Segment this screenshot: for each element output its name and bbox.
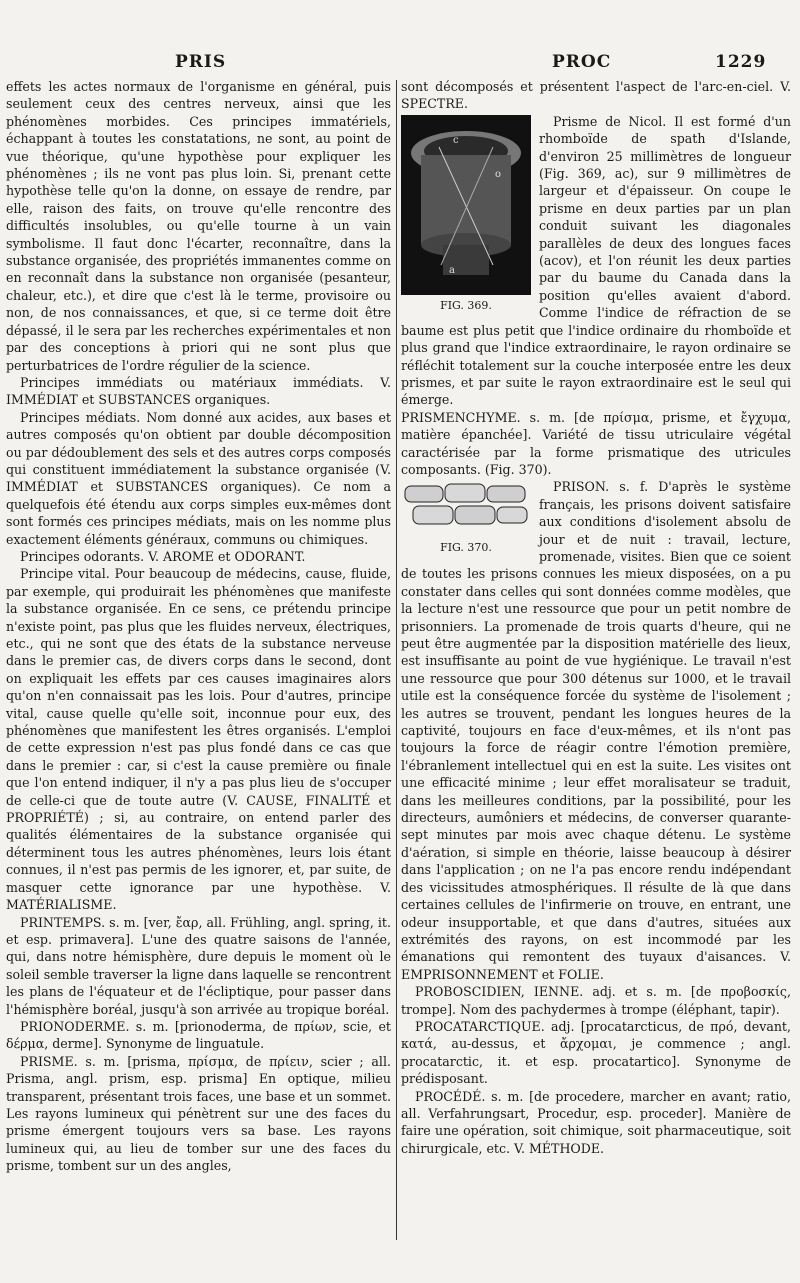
running-head-left: PRIS (175, 52, 227, 72)
figure-caption: FIG. 370. (440, 540, 492, 554)
paragraph: effets les actes normaux de l'organisme en général, puis seulement ceux des centres nerveux, ainsi que les phénomènes morbides. Ces principes immatériels, échappant à toutes les constatations, ne sont, au point de vue théorique, qu'une hypothèse pour expliquer les phénomènes ; ils ne vont pas plus loin. Si, prenant cette hypothèse telle qu'on la donne, on essaye de rendre, par elle, raison des faits, on trouve qu'elle rencontre des difficultés insolubles, ou qu'elle tourne à un vain symbolisme. Il faut donc l'écarter, reconnaître, dans la substance organisée, des propriétés immanentes comme on en reconnaît dans la substance non organisée (pesanteur, chaleur, etc.), et dire que c'est là le terme, provisoire ou non, de nos connaissances, et que, si ce terme doit être dépassé, il le sera par les recherches expérimentales et non par des conceptions à priori qui ne sont plus que perturbatrices de l'ordre régulier de la science. (6, 79, 391, 373)
prismatic-tissue-illustration (401, 480, 531, 532)
entry-prison: PRISON. s. f. D'après le système français, les prisons doivent satisfaire aux conditions d'isolement absolu de jour et de nuit : travail, lecture, promenade, visites. Bien que ce soient de toutes les prisons connues les mieux disposées, on a pu constater dans celles qui sont données comme modèles, que la lecture n'est une ressource que pour un petit nombre de prisonniers. La promenade de trois quarts d'heure, qui ne peut être augmentée par la disposition matérielle des lieux, est insuffisante au point de vue hygiénique. Le travail n'est une ressource que pour 300 détenus sur 1000, et le travail utile est la conséquence forcée du système de l'isolement ; les autres se trouvent, pendant les longues heures de la captivité, toujours en face d'eux-mêmes, et ils n'ont pas toujours la force de réagir contre l'émotion première, l'ébranlement intellectuel qui en est la suite. Les visites ont une efficacité minime ; leur effet moralisateur se traduit, dans les meilleures conditions, par la possibilité, pour les directeurs, aumôniers et médecins, de converser quarante-sept minutes par mois avec chaque détenu. Le système d'aération, si simple en théorie, laisse beaucoup à désirer dans l'application ; on ne l'a pas encore rendu indépendant des vicissitudes atmosphériques. Il résulte de là que dans certaines cellules de l'infirmerie on trouve, en entrant, une odeur insupportable, et que dans d'autres, situées aux extrémités des rayons, on est incommodé par les émanations qui remontent des tuyaux d'aisances. V. EMPRISONNEMENT et FOLIE. (401, 479, 791, 982)
entry-prionoderme: PRIONODERME. s. m. [prionoderma, de πρίων, scie, et δέρμα, derme]. Synonyme de linguatule. (6, 1018, 391, 1052)
entry-principe-vital: Principe vital. Pour beaucoup de médecins, cause, fluide, par exemple, qui produirait les phénomènes que manifeste la substance organisée. En ce sens, ce prétendu principe n'existe point, pas plus que les fluides nerveux, électriques, etc., qui ne sont que des états de la substance nerveuse dans le premier cas, de divers corps dans le second, dont on expliquait les effets par ces causes imaginaires alors qu'on n'en connaissait pas les lois. Pour d'autres, principe vital, cause quelle qu'elle soit, inconnue pour eux, des phénomènes que manifestent les êtres organisés. L'emploi de cette expression n'est pas plus fondé dans ce cas que dans le premier : car, si c'est la cause première ou finale que l'on entend indiquer, il n'y a pas plus lieu de s'occuper de celle-ci que de toute autre (V. CAUSE, FINALITÉ et PROPRIÉTÉ) ; si, au contraire, on entend parler des qualités élémentaires de la substance organisée qui déterminent tous les autres phénomènes, leurs lois étant connues, il n'est pas permis de les ignorer, et, par suite, de masquer cette ignorance par une hypothèse. V. MATÉRIALISME. (6, 566, 391, 913)
entry-proboscidien: PROBOSCIDIEN, IENNE. adj. et s. m. [de προβοσκίς, trompe]. Nom des pachydermes à trompe (éléphant, tapir). (401, 984, 791, 1017)
nicol-prism-illustration (401, 115, 531, 295)
left-column (6, 78, 391, 1175)
figure-label-c: c (453, 134, 459, 146)
entry-prismenchyme: PRISMENCHYME. s. m. [de πρίσμα, prisme, et ἔγχυμα, matière épanchée]. Variété de tissu utriculaire végétal caractérisée par la forme prismatique des utricules composants. (Fig. 370). (401, 409, 791, 477)
figure-369 (401, 115, 531, 314)
figure-label-o: o (495, 168, 502, 180)
entry-principes-odorants: Principes odorants. V. AROME et ODORANT. (20, 548, 306, 564)
figure-caption: FIG. 369. (440, 298, 492, 312)
entry-procede: PROCÉDÉ. s. m. [de procedere, marcher en avant; ratio, all. Verfahrungsart, Procedur, esp. proceder]. Manière de faire une opération, soit chimique, soit pharmaceutique, soit chirurgicale, etc. V. MÉTHODE. (401, 1088, 791, 1156)
entry-prisme: PRISME. s. m. [prisma, πρίσμα, de πρίειν, scier ; all. Prisma, angl. prism, esp. prisma] En optique, milieu transparent, présentant trois faces, une base et un sommet. Les rayons lumineux qui pénètrent sur une des faces du prisme émergent toujours vers sa base. Les rayons lumineux qui, au lieu de tomber sur une des faces du prisme, tombent sur un des angles, (6, 1053, 391, 1174)
right-column (401, 78, 791, 1157)
entry-procatarctique: PROCATARCTIQUE. adj. [procatarcticus, de πρό, devant, κατά, au-dessus, et ἄρχομαι, je commence ; angl. procatarctic, it. et esp. procatartico]. Synonyme de prédisposant. (401, 1018, 791, 1087)
entry-principes-immediats: Principes immédiats ou matériaux immédiats. V. IMMÉDIAT et SUBSTANCES organiques. (6, 374, 391, 408)
column-divider (396, 80, 397, 1240)
figure-370 (401, 480, 531, 556)
paragraph: sont décomposés et présentent l'aspect de l'arc-en-ciel. V. SPECTRE. (401, 79, 791, 112)
page-number: 1229 (715, 52, 767, 72)
figure-label-a: a (449, 264, 455, 276)
running-head-right: PROC (552, 52, 612, 72)
entry-prisme-de-nicol: Prisme de Nicol. Il est formé d'un rhomboïde de spath d'Islande, d'environ 25 millimètres de longueur (Fig. 369, ac), sur 9 millimètres de largeur et d'épaisseur. On coupe le prisme en deux parties par un plan conduit suivant les diagonales parallèles de deux des longues faces (acov), et l'on réunit les deux parties par du baume du Canada dans la position qu'elles avaient d'abord. Comme l'indice de réfraction de se baume est plus petit que l'indice ordinaire du rhomboïde et plus grand que l'indice extraordinaire, le rayon ordinaire se réfléchit totalement sur la couche interposée entre les deux prismes, et par suite le rayon extraordinaire est le seul qui émerge. (401, 113, 791, 408)
entry-principes-mediats: Principes médiats. Nom donné aux acides, aux bases et autres composés qu'on obtient par double décomposition ou par dédoublement des sels et des autres corps composés qui constituent immédiatement la substance organisée (V. IMMÉDIAT et SUBSTANCES organiques). Ce nom a quelquefois été étendu aux corps simples eux-mêmes dont sont formés ces principes médiats, mais on les nomme plus exactement éléments généraux, communs ou chimiques. (6, 409, 391, 547)
entry-printemps: PRINTEMPS. s. m. [ver, ἔαρ, all. Frühling, angl. spring, it. et esp. primavera]. L'une des quatre saisons de l'année, qui, dans notre hémisphère, dure depuis le moment où le soleil semble traverser la ligne dans laquelle se rencontrent les plans de l'équateur et de l'écliptique, pour passer dans l'hémisphère boréal, jusqu'à son arrivée au tropique boréal. (6, 914, 391, 1017)
